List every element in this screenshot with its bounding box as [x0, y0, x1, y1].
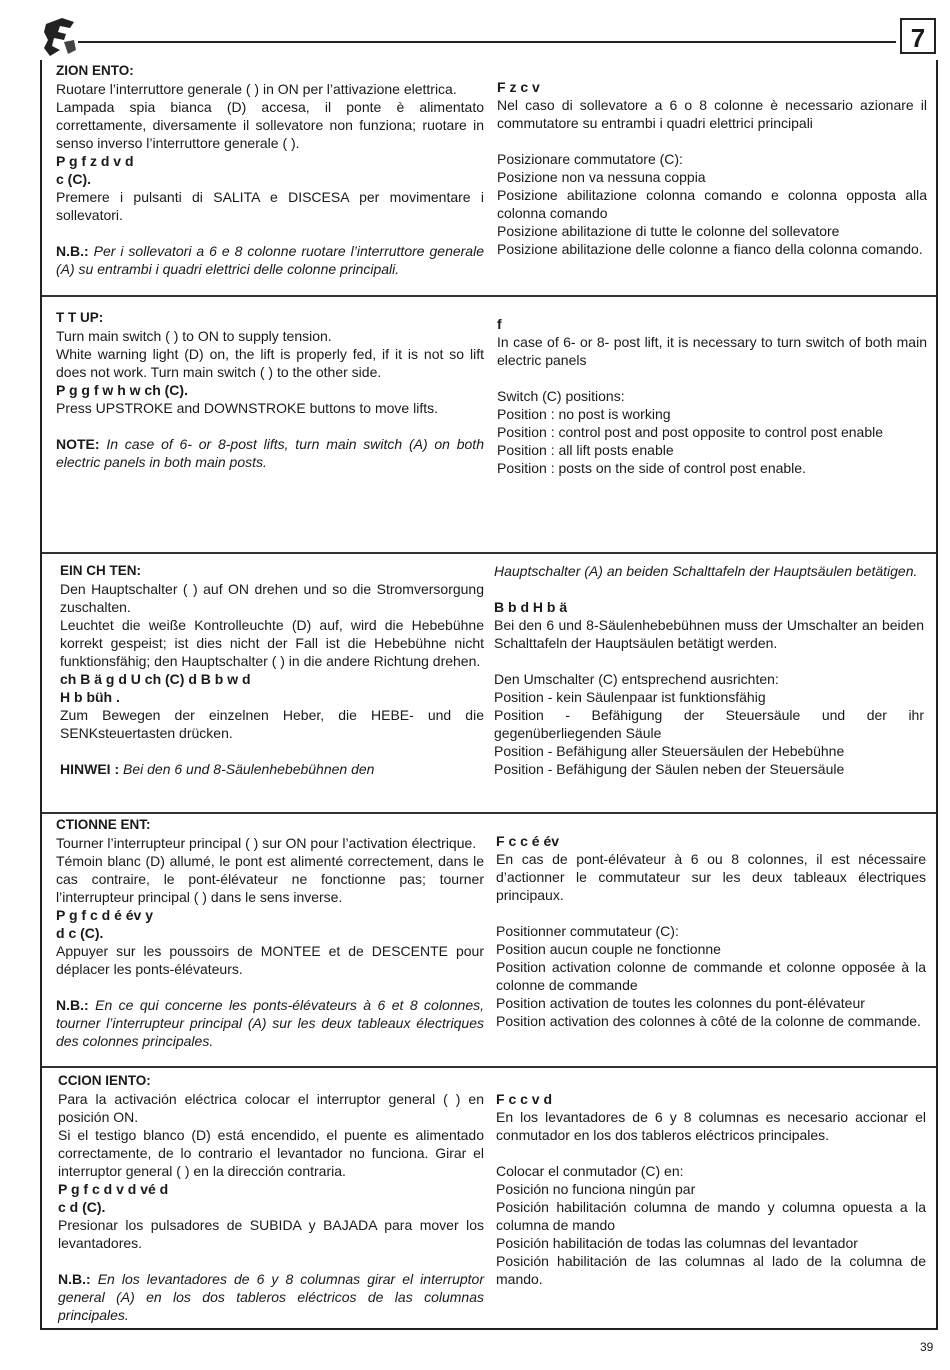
note-label: HINWEI :	[60, 761, 120, 777]
body-paragraph: Para la activación eléctrica colocar el interruptor general ( ) en posición ON.	[58, 1091, 484, 1125]
bold-subheading: F c c é év	[496, 833, 560, 849]
paragraph-gap	[497, 132, 927, 150]
note-paragraph	[58, 1270, 484, 1324]
section-heading: ZION ENTO:	[56, 63, 134, 78]
body-paragraph: En cas de pont-élévateur à 6 ou 8 colonnes, il est nécessaire d’actionner le commutateur sur les deux tableaux électriques principaux.	[496, 851, 926, 903]
bold-subheading: P g f c d v d vé d	[58, 1181, 169, 1197]
paragraph-gap	[58, 1252, 484, 1270]
body-paragraph: Posizione abilitazione delle colonne a fianco della colonna comando.	[497, 241, 923, 257]
bold-subheading: H b büh .	[60, 689, 120, 705]
italian-left-column	[56, 62, 484, 278]
body-paragraph: Appuyer sur les poussoirs de MONTEE et de DESCENTE pour déplacer les ponts-élévateurs.	[56, 943, 484, 977]
spanish-left-column	[58, 1072, 484, 1324]
page-box: 7	[900, 18, 936, 54]
body-paragraph: Bei den 6 und 8-Säulenhebebühnen muss der Umschalter an beiden Schalttafeln der Hauptsäulen betätigt werden.	[494, 617, 924, 651]
bold-subheading: B b d H b ä	[494, 599, 568, 615]
paragraph-gap	[496, 1144, 926, 1162]
body-paragraph: Leuchtet die weiße Kontrolleuchte (D) auf, wird die Hebebühne korrekt gespeist; ist dies nicht der Fall ist die Hebebühne nicht funktionsfähig; den Hauptschalter ( ) in die andere Richtung drehen.	[60, 617, 484, 669]
paragraph-gap	[56, 417, 484, 435]
bold-subheading: f	[497, 316, 502, 332]
note-paragraph	[60, 760, 484, 778]
body-paragraph: Posición habilitación de las columnas al lado de la columna de mando.	[496, 1253, 926, 1287]
bold-subheading: ch B ä g d U ch (C) d B b w d	[60, 671, 251, 687]
body-paragraph: Témoin blanc (D) allumé, le pont est alimenté correctement, dans le cas contraire, le pont-élévateur ne fonctionne pas; tourner l’interrupteur principal ( ) dans le sens inverse.	[56, 853, 484, 905]
body-paragraph: Position : no post is working	[497, 406, 671, 422]
body-paragraph: Posizione non va nessuna coppia	[497, 169, 706, 185]
body-paragraph: Posición habilitación columna de mando y columna opuesta a la columna de mando	[496, 1199, 926, 1233]
body-paragraph: Position - Befähigung der Säulen neben der Steuersäule	[494, 761, 845, 777]
page-number: 39	[920, 1340, 934, 1354]
note-label: NOTE:	[56, 436, 100, 452]
italian-right-column	[497, 78, 927, 258]
paragraph-gap	[494, 652, 924, 670]
german-left-column	[60, 562, 484, 778]
body-paragraph: Press UPSTROKE and DOWNSTROKE buttons to move lifts.	[56, 400, 438, 416]
note-text: En ce qui concerne les ponts-élévateurs à 6 et 8 colonnes, tourner l’interrupteur principal (A) sur les deux tableaux électriques des colonnes principales.	[56, 997, 484, 1049]
spanish-right-column	[496, 1090, 926, 1288]
body-paragraph: Zum Bewegen der einzelnen Heber, die HEBE- und die SENKsteuertasten drücken.	[60, 707, 484, 741]
note-text: Per i sollevatori a 6 e 8 colonne ruotare l’interruttore generale (A) su entrambi i quadri elettrici delle colonne principali.	[56, 243, 484, 277]
body-paragraph: En los levantadores de 6 y 8 columnas es necesario accionar el conmutador en los dos tableros eléctricos principales.	[496, 1109, 926, 1143]
paragraph-gap	[496, 904, 926, 922]
body-paragraph: Si el testigo blanco (D) está encendido, el puente es alimentado correctamente, de lo contrario el levantador no funciona. Girar el interruptor general ( ) en la dirección contraria.	[58, 1127, 484, 1179]
paragraph-gap	[56, 224, 484, 242]
body-paragraph: Ruotare l’interruttore generale ( ) in ON per l’attivazione elettrica.	[56, 81, 457, 97]
body-paragraph: Position - Befähigung aller Steuersäulen der Hebebühne	[494, 743, 845, 759]
section-heading: CCION IENTO:	[58, 1073, 151, 1088]
bold-subheading: c (C).	[56, 171, 91, 187]
body-paragraph: Lampada spia bianca (D) accesa, il ponte è alimentato correttamente, diversamente il sollevatore non funziona; ruotare in senso inverso l’interruttore generale ( ).	[56, 99, 484, 151]
body-paragraph: White warning light (D) on, the lift is properly fed, if it is not so lift does not work. Turn main switch ( ) to the other side.	[56, 346, 484, 380]
bold-subheading: d c (C).	[56, 925, 104, 941]
paragraph-gap	[497, 369, 927, 387]
body-paragraph: Posición habilitación de todas las columnas del levantador	[496, 1235, 858, 1251]
paragraph-gap	[56, 978, 484, 996]
bold-subheading: c d (C).	[58, 1199, 106, 1215]
body-paragraph: Position - kein Säulenpaar ist funktionsfähig	[494, 689, 766, 705]
bold-subheading: P g g f w h w ch (C).	[56, 382, 188, 398]
body-paragraph: Switch (C) positions:	[497, 388, 625, 404]
header-rule	[78, 41, 896, 43]
body-paragraph: In case of 6- or 8- post lift, it is necessary to turn switch of both main electric panels	[497, 334, 927, 368]
note-label: N.B.:	[56, 243, 89, 259]
body-paragraph: Posizionare commutatore (C):	[497, 151, 683, 167]
note-label: N.B.:	[58, 1271, 91, 1287]
body-paragraph: Posición no funciona ningún par	[496, 1181, 696, 1197]
body-paragraph: Position : all lift posts enable	[497, 442, 674, 458]
note-text: En los levantadores de 6 y 8 columnas girar el interruptor general (A) en los dos tableros eléctricos de las columnas principales.	[58, 1271, 484, 1323]
italic-paragraph: Hauptschalter (A) an beiden Schalttafeln der Hauptsäulen betätigen.	[494, 563, 918, 579]
body-paragraph: Premere i pulsanti di SALITA e DISCESA per movimentare i sollevatori.	[56, 189, 484, 223]
body-paragraph: Posizione abilitazione di tutte le colonne del sollevatore	[497, 223, 840, 239]
bold-subheading: P g f z d v d	[56, 153, 134, 169]
bold-subheading: F z c v	[497, 79, 540, 95]
body-paragraph: Position activation de toutes les colonnes du pont-élévateur	[496, 995, 865, 1011]
body-paragraph: Presionar los pulsadores de SUBIDA y BAJADA para mover los levantadores.	[58, 1217, 484, 1251]
paragraph-gap	[494, 580, 924, 598]
section-heading: EIN CH TEN:	[60, 563, 141, 578]
body-paragraph: Den Umschalter (C) entsprechend ausrichten:	[494, 671, 779, 687]
section-heading: T T UP:	[56, 310, 104, 325]
body-paragraph: Colocar el conmutador (C) en:	[496, 1163, 684, 1179]
body-paragraph: Nel caso di sollevatore a 6 o 8 colonne è necessario azionare il commutatore su entrambi i quadri elettrici principali	[497, 97, 927, 131]
note-paragraph	[56, 996, 484, 1050]
bold-subheading: F c c v d	[496, 1091, 553, 1107]
body-paragraph: Den Hauptschalter ( ) auf ON drehen und so die Stromversorgung zuschalten.	[60, 581, 484, 615]
note-label: N.B.:	[56, 997, 89, 1013]
section-german	[42, 554, 936, 814]
content-frame	[40, 60, 938, 1330]
note-text: Bei den 6 und 8-Säulenhebebühnen den	[119, 761, 375, 777]
body-paragraph: Turn main switch ( ) to ON to supply tension.	[56, 328, 332, 344]
section-spanish	[42, 1068, 936, 1330]
note-text: In case of 6- or 8-post lifts, turn main switch (A) on both electric panels in both main posts.	[56, 436, 484, 470]
section-heading: CTIONNE ENT:	[56, 817, 151, 832]
paragraph-gap	[60, 742, 484, 760]
body-paragraph: Position : posts on the side of control post enable.	[497, 460, 806, 476]
german-right-column	[494, 562, 924, 778]
body-paragraph: Positionner commutateur (C):	[496, 923, 679, 939]
body-paragraph: Posizione abilitazione colonna comando e colonna opposta alla colonna comando	[497, 187, 927, 221]
section-italian	[42, 60, 936, 297]
body-paragraph: Position activation des colonnes à côté de la colonne de commande.	[496, 1013, 921, 1029]
bold-subheading: P g f c d é év y	[56, 907, 154, 923]
english-right-column	[497, 315, 927, 477]
body-paragraph: Position aucun couple ne fonctionne	[496, 941, 721, 957]
section-french	[42, 814, 936, 1068]
note-paragraph	[56, 242, 484, 278]
section-english	[42, 297, 936, 554]
note-paragraph	[56, 435, 484, 471]
french-right-column	[496, 832, 926, 1030]
brand-logo-icon	[40, 16, 80, 58]
french-left-column	[56, 816, 484, 1050]
body-paragraph: Position - Befähigung der Steuersäule und der ihr gegenüberliegenden Säule	[494, 707, 924, 741]
english-left-column	[56, 309, 484, 471]
body-paragraph: Position : control post and post opposite to control post enable	[497, 424, 884, 440]
body-paragraph: Tourner l’interrupteur principal ( ) sur ON pour l’activation électrique.	[56, 835, 477, 851]
body-paragraph: Position activation colonne de commande et colonne opposée à la colonne de commande	[496, 959, 926, 993]
